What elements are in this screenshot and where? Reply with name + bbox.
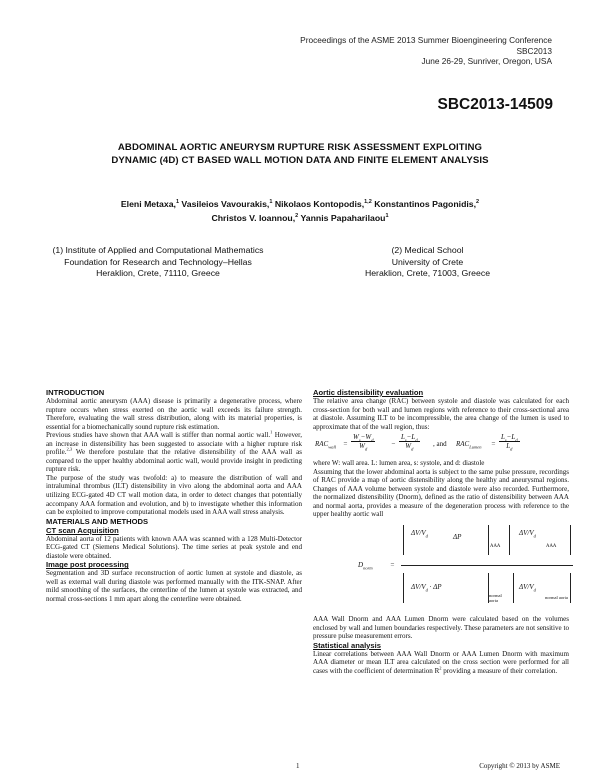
eq-wall-fraction — [351, 433, 375, 450]
eq-wd-den-2: W — [405, 442, 412, 451]
affiliation-2 — [325, 245, 530, 280]
eq-rac-lumen-sub: Lumen — [469, 444, 482, 450]
eq-rac-wall-sub: wall — [328, 444, 336, 450]
eq-ld: L — [411, 433, 416, 442]
author-name: Vasileios Vavourakis, — [181, 198, 270, 209]
eq2-delta-v-3: ΔV — [411, 583, 420, 592]
author-list — [40, 196, 560, 224]
eq-ws: W — [353, 433, 359, 442]
eq-and: , and — [433, 440, 447, 449]
eq-ls-2: L — [501, 433, 505, 442]
statistical-analysis-heading: Statistical analysis — [313, 640, 381, 650]
eq-ld-2-sub: d — [515, 437, 518, 443]
eq-minus-2: − — [406, 433, 412, 442]
image-processing-paragraph: Segmentation and 3D surface reconstruction of aortic lumen at systole and diastole, as well as external wall during diastole was performed manually with the ITK-SNAP. After mild smoothing of the surfaces, the centerline of the lumen at systole was extracted, and normal cross-sections 1 mm apart along the centerline were obtained. — [46, 569, 302, 603]
eq-lumen-ratio — [499, 433, 520, 450]
eq2-dnorm: D — [358, 561, 364, 570]
eq-minus-3: − — [506, 433, 512, 442]
eq2-aaa-label-2: AAA — [546, 544, 557, 550]
eq-ls-sub: s — [404, 437, 407, 443]
affiliation-2-line-3: Heraklion, Crete, 71003, Greece — [364, 268, 491, 279]
eq-ld-den-sub: d — [510, 446, 513, 452]
affiliation-1-line-2: Foundation for Research and Technology–Hellas — [64, 256, 252, 267]
eq2-vd: V — [421, 529, 426, 538]
author-line-1 — [40, 196, 560, 210]
author-affiliation: 2 — [476, 199, 480, 205]
author-affiliation: 2 — [295, 212, 299, 219]
conference-header — [300, 35, 552, 67]
eq2-delta-p: ΔP — [453, 533, 462, 542]
title-line-1: ABDOMINAL AORTIC ANEURYSM RUPTURE RISK ASSESSMENT EXPLOITING — [117, 142, 483, 153]
eq-wd-den: W — [359, 442, 366, 451]
eq2-normal-aorta-label-2: normal aorta — [545, 595, 568, 601]
equation-rac — [313, 433, 569, 457]
eq2-delta-v: ΔV — [411, 529, 420, 538]
eq-ld-den: L — [506, 442, 511, 451]
eq-equals: = — [343, 440, 348, 449]
eq-minus: − — [360, 433, 366, 442]
where-line: where W: wall area. L: lumen area, s: systole, and d: diastole — [313, 459, 485, 468]
ct-scan-paragraph: Abdominal aorta of 12 patients with known AAA was scanned with a 128 Multi-Detector ECG-gated CT (Siemens Medical Solutions). The time series at peak systole and end diastole were obtained. — [46, 534, 302, 560]
author-affiliation: 1,2 — [364, 199, 372, 205]
intro-paragraph-1: Abdominal aortic aneurysm (AAA) disease is primarily a degenerative process, where rupture occurs when stress exerted on the aortic wall exceeds its failure strength. Therefore, evaluating the wall stress distribution, along with its material properties, is essential for a biomechanically sound rupture risk estimation. — [46, 397, 302, 431]
intro-p2-part-c: We therefore postulate that the relative distensibility of the AAA wall as compared to the upper healthy abdominal aortic wall, would provide insight in predicting rupture risk. — [46, 448, 302, 474]
conference-name: Proceedings of the ASME 2013 Summer Bioengineering Conference — [300, 35, 552, 45]
eq-rac-lumen: RAC — [456, 440, 470, 449]
right-column — [313, 388, 569, 675]
intro-paragraph-3: The purpose of the study was twofold: a) to measure the distribution of wall and intraluminal thrombus (ILT) distensibility in vivo along the abdominal aorta and AAA utilizing ECG-gated 4D CT wall motion data, in order to detect changes that potentially accompany AAA formation and evolution, and b) to investigate whether this information can be exploited to improve computational models used in AAA wall stress analysis. — [46, 473, 302, 517]
author-name: Christos V. Ioannou, — [211, 212, 296, 223]
eq2-delta-p-2: ΔP — [433, 583, 442, 592]
author-affiliation: 1 — [269, 199, 273, 205]
introduction-heading: INTRODUCTION — [46, 388, 105, 397]
paper-id: SBC2013-14509 — [437, 96, 553, 113]
eq-rac-wall: RAC — [315, 440, 329, 449]
stat-text: Linear correlations between AAA Wall Dnorm or AAA Lumen Dnorm with maximum AAA diameter or mean ILT area calculated on the cross section were performed for all cases with the coefficient of determination R — [313, 649, 569, 675]
intro-p2-part-a: Previous studies have shown that AAA wall is stiffer than normal aortic wall. — [46, 431, 271, 440]
paper-title — [40, 141, 560, 167]
author-affiliation: 1 — [385, 212, 389, 219]
affiliation-1-line-3: Heraklion, Crete, 71110, Greece — [96, 268, 220, 279]
eq2-aaa-label: AAA — [490, 544, 501, 550]
author-name: Nikolaos Kontopodis, — [274, 198, 365, 209]
eq2-vd-3-sub: d — [425, 587, 428, 593]
ct-scan-heading: CT scan Acquisition — [46, 525, 119, 535]
distensibility-paragraph-3: AAA Wall Dnorm and AAA Lumen Dnorm were calculated based on the volumes enclosed by wall and lumen boundaries respectively. These parameters are not sensitive to pressure pulse measurement errors. — [313, 615, 569, 641]
eq-wd-den-2-sub: d — [411, 446, 414, 452]
eq2-vd-3: V — [421, 583, 426, 592]
intro-paragraph-2 — [46, 431, 302, 474]
copyright-notice: Copyright © 2013 by ASME — [479, 762, 560, 770]
stat-sup: 2 — [439, 665, 442, 671]
eq-lumen-fraction — [399, 433, 420, 450]
affiliation-1 — [8, 245, 308, 280]
eq2-vd-2-sub: d — [533, 533, 536, 539]
conference-dates: June 26-29, Sunriver, Oregon, USA — [421, 56, 552, 67]
eq-ws-sub: s — [358, 437, 361, 443]
left-column — [46, 388, 302, 603]
eq-approx: − — [391, 440, 396, 449]
eq-ls-2-sub: s — [504, 437, 507, 443]
eq2-vd-2: V — [529, 529, 534, 538]
methods-heading: MATERIALS AND METHODS — [46, 516, 149, 526]
distensibility-heading: Aortic distensibility evaluation — [313, 388, 424, 397]
author-line-2 — [40, 210, 560, 224]
eq2-cdot: · — [429, 583, 432, 592]
eq2-vd-sub: d — [425, 533, 428, 539]
stat-text-end: providing a measure of their correlation. — [441, 666, 558, 675]
equation-dnorm: $D_{norm}$ = $\Delta V/V_d$ ΔP AAA $\Delta V/V_d$ AAA $\Delta V/V_d \cdot \Delta P$ normal aorta $\Delta V/V_d$ normal aorta — [313, 521, 569, 613]
intro-p2-part-b: However, an increase in distensibility has been suggested to associate with a higher rupture risk profile. — [46, 431, 302, 457]
author-name: Konstantinos Pagonidis, — [374, 198, 477, 209]
eq-wd-den-sub: d — [365, 446, 368, 452]
affiliation-1-line-1: (1) Institute of Applied and Computational Mathematics — [52, 245, 264, 255]
eq2-vd-4: V — [529, 583, 534, 592]
affiliation-2-line-1: (2) Medical School — [391, 245, 464, 255]
eq2-delta-v-4: ΔV — [519, 583, 528, 592]
eq-equals-2: = — [491, 440, 496, 449]
page-number: 1 — [296, 762, 300, 770]
distensibility-paragraph-1: The relative area change (RAC) between systole and diastole was calculated for each cross-section for both wall and lumen regions with reference to their cross-sectional area at diastole. Assuming ILT to be incompressible, the area change of the lumen is used to approximate that of the wall region, thus: — [313, 397, 569, 431]
distensibility-paragraph-2: Assuming that the lower abdominal aorta is subject to the same pulse pressure, recordings of RAC provide a map of aortic distensibility along the healthy and aneurysmal regions. Changes of AAA volume between systole and diastole were also recorded. Furthermore, the normalized distensibility (Dnorm), defined as the ratio of distensibility between AAA and normal aorta, provides a measure of the degeneration process with reference to the upper healthy aortic wall — [313, 467, 569, 519]
eq-ld-sub: d — [415, 437, 418, 443]
conference-code: SBC2013 — [516, 45, 552, 56]
eq2-dnorm-sub: norm — [363, 565, 373, 571]
author-affiliation: 1 — [175, 199, 179, 205]
author-name: Eleni Metaxa, — [120, 198, 176, 209]
eq-wd-sub: d — [371, 437, 374, 443]
eq-ld-2: L — [511, 433, 516, 442]
affiliation-2-line-2: University of Crete — [391, 256, 464, 267]
statistical-analysis-paragraph — [313, 650, 569, 676]
eq-ls: L — [401, 433, 405, 442]
image-processing-heading: Image post processing — [46, 560, 129, 570]
eq2-equals: = — [390, 561, 395, 570]
citation-ref: 2,3 — [66, 446, 73, 452]
eq-wd: W — [365, 433, 372, 442]
title-line-2: DYNAMIC (4D) CT BASED WALL MOTION DATA AND FINITE ELEMENT ANALYSIS — [111, 155, 489, 166]
eq2-delta-v-2: ΔV — [519, 529, 528, 538]
author-name: Yannis Papaharilaou — [300, 212, 386, 223]
citation-ref: 1 — [270, 429, 273, 435]
eq2-vd-4-sub: d — [533, 587, 536, 593]
eq2-normal-aorta-label: normal aorta — [489, 593, 502, 604]
